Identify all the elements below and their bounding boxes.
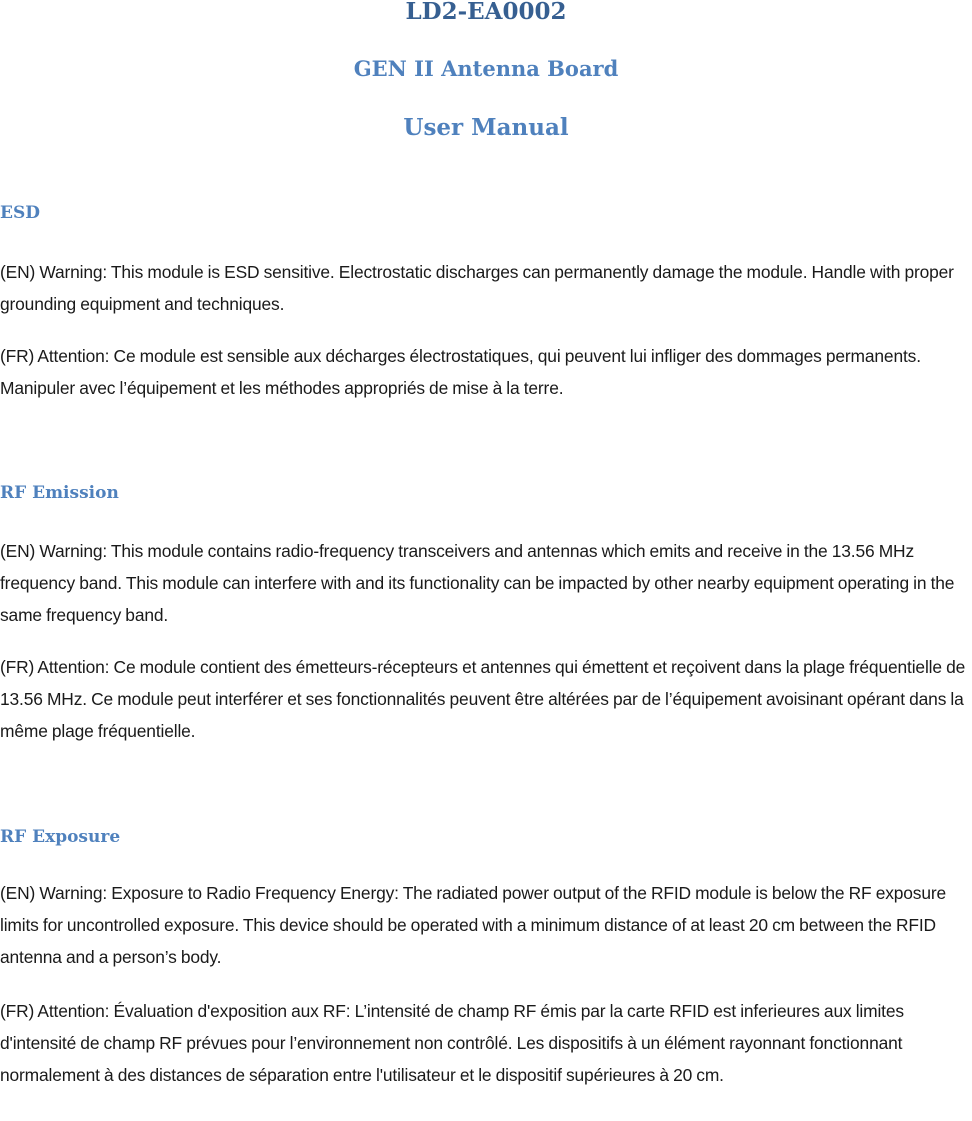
rf-exposure-warning-fr: (FR) Attention: Évaluation d'exposition aux RF: L’intensité de champ RF émis par la carte RFID est inferieures aux limites d'intensité de champ RF prévues pour l’environnement non contrôlé. Les dispositifs à un élément rayonnant fonctionnant normalement à des distances de séparation entre l'utilisateur et le dispositif supérieures à 20 cm.	[0, 1001, 904, 1085]
document-id: LD2-EA0002	[405, 0, 567, 25]
esd-warning-en: (EN) Warning: This module is ESD sensitive. Electrostatic discharges can permanently damage the module. Handle with proper grounding equipment and techniques.	[0, 262, 954, 314]
esd-warning-fr: (FR) Attention: Ce module est sensible aux décharges électrostatiques, qui peuvent lui infliger des dommages permanents. Manipuler avec l’équipement et les méthodes appropriés de mise à la terre.	[0, 346, 921, 398]
section-heading-rf-emission: RF Emission	[0, 483, 119, 503]
rf-emission-warning-fr: (FR) Attention: Ce module contient des émetteurs-récepteurs et antennes qui émettent et reçoivent dans la plage fréquentielle de 13.56 MHz. Ce module peut interférer et ses fonctionnalités peuvent être altérées par de l’équipement avoisinant opérant dans la même plage fréquentielle.	[0, 657, 966, 741]
rf-emission-warning-en: (EN) Warning: This module contains radio-frequency transceivers and antennas which emits and receive in the 13.56 MHz frequency band. This module can interfere with and its functionality can be impacted by other nearby equipment operating in the same frequency band.	[0, 541, 955, 625]
product-name: GEN II Antenna Board	[353, 56, 619, 81]
document-type: User Manual	[403, 114, 569, 141]
section-heading-esd: ESD	[0, 203, 40, 223]
section-heading-rf-exposure: RF Exposure	[0, 827, 121, 847]
rf-exposure-warning-en: (EN) Warning: Exposure to Radio Frequency Energy: The radiated power output of the RFID module is below the RF exposure limits for uncontrolled exposure. This device should be operated with a minimum distance of at least 20 cm between the RFID antenna and a person’s body.	[0, 883, 947, 967]
